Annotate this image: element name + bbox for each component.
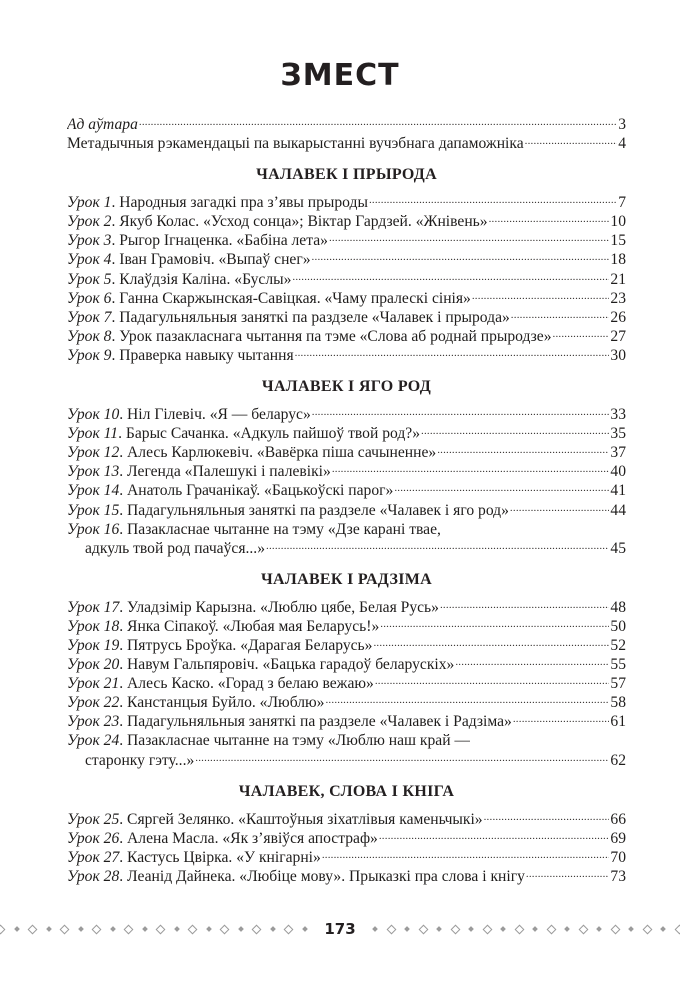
- ornament-dot-icon: [46, 926, 52, 932]
- lesson-number: Урок 11: [67, 425, 119, 443]
- lesson-number: Урок 2: [67, 213, 112, 231]
- ornament-diamond-icon: [578, 924, 588, 934]
- entry-title: . Янка Сіпакоў. «Любая мая Беларусь!»: [119, 617, 380, 635]
- ornament-diamond-icon: [642, 924, 652, 934]
- lesson-number: Урок 28: [67, 867, 120, 885]
- entry-title: . Пазакласнае чытанне на тэму «Дзе карані твае,: [119, 520, 441, 538]
- ornament-diamond-icon: [28, 924, 38, 934]
- page-ref: 10: [610, 213, 626, 231]
- ornament-diamond-icon: [220, 924, 230, 934]
- leader-dots: [471, 726, 625, 745]
- lesson-number: Урок 10: [67, 406, 120, 424]
- page-ref: 48: [610, 598, 626, 616]
- leader-dots: [379, 824, 610, 843]
- page-ref: 33: [610, 406, 626, 424]
- leader-dots: [266, 534, 609, 553]
- ornament-dot-icon: [404, 926, 410, 932]
- lesson-number: Урок 15: [67, 501, 120, 519]
- leader-dots: [489, 207, 610, 226]
- section-heading: ЧАЛАВЕК І РАДЗІМА: [260, 570, 433, 588]
- page-ref: 55: [610, 656, 626, 674]
- page-ref: 73: [610, 867, 626, 885]
- lesson-number: Урок 20: [67, 656, 120, 674]
- lesson-number: Урок 3: [67, 232, 112, 250]
- entry-title: . Рыгор Ігнаценка. «Бабіна лета»: [111, 232, 328, 250]
- ornament-dot-icon: [596, 926, 602, 932]
- ornament-dot-icon: [660, 926, 666, 932]
- page-ref: 57: [610, 675, 626, 693]
- entry-title: . Урок пазакласнага чытання па тэме «Слова аб роднай прыродзе»: [111, 327, 552, 345]
- toc-entry[interactable]: [67, 188, 626, 212]
- page-ref: 30: [610, 346, 626, 364]
- leader-dots: [511, 303, 610, 322]
- lesson-number: Урок 14: [67, 482, 120, 500]
- leader-dots: [195, 746, 609, 765]
- entry-title-continuation: старонку гэту...»: [85, 751, 195, 769]
- ornament-dot-icon: [14, 926, 20, 932]
- leader-dots: [369, 188, 617, 207]
- lesson-number: Урок 27: [67, 848, 120, 866]
- ornament-diamond-icon: [482, 924, 492, 934]
- ornament-diamond-icon: [188, 924, 198, 934]
- lesson-number: Урок 24: [67, 732, 120, 750]
- lesson-number: Урок 5: [67, 270, 112, 288]
- ornament-diamond-icon: [252, 924, 262, 934]
- page-ref: 26: [610, 308, 626, 326]
- ornament-diamond-icon: [60, 924, 70, 934]
- ornament-dot-icon: [142, 926, 148, 932]
- entry-title: . Навум Гальпяровіч. «Бацька гарадоў беларускіх»: [119, 656, 455, 674]
- page-ref: 40: [610, 463, 626, 481]
- entry-title: . Анатоль Грачанікаў. «Бацькоўскі парог»: [119, 482, 394, 500]
- entry-label: Метадычныя рэкамендацыі па выкарыстанні вучэбнага дапаможніка: [67, 135, 524, 153]
- ornament-diamond-icon: [418, 924, 428, 934]
- page-title: ЗМЕСТ: [280, 58, 400, 93]
- ornament-dot-icon: [564, 926, 570, 932]
- ornament-diamond-icon: [124, 924, 134, 934]
- lesson-number: Урок 4: [67, 251, 112, 269]
- lesson-number: Урок 6: [67, 289, 112, 307]
- ornament-dot-icon: [532, 926, 538, 932]
- page-ref: 41: [610, 482, 626, 500]
- leader-dots: [472, 284, 610, 303]
- ornament-diamond-icon: [514, 924, 524, 934]
- lesson-number: Урок 22: [67, 694, 120, 712]
- lesson-number: Урок 12: [67, 444, 120, 462]
- entry-title: . Падагульняльныя заняткі па раздзеле «Чалавек і прырода»: [111, 308, 510, 326]
- ornament-dot-icon: [78, 926, 84, 932]
- leader-dots: [394, 476, 609, 495]
- ornament-dot-icon: [468, 926, 474, 932]
- leader-dots: [525, 129, 618, 148]
- leader-dots: [375, 669, 610, 688]
- lesson-number: Урок 21: [67, 675, 120, 693]
- page-ref: 61: [610, 713, 626, 731]
- section-heading: ЧАЛАВЕК І ЯГО РОД: [261, 378, 432, 396]
- entry-title: . Барыс Сачанка. «Адкуль пайшоў твой род?»: [118, 425, 420, 443]
- lesson-number: Урок 26: [67, 829, 120, 847]
- ornament-diamond-icon: [284, 924, 294, 934]
- ornament-diamond-icon: [546, 924, 556, 934]
- lesson-number: Урок 9: [67, 346, 112, 364]
- leader-dots: [312, 245, 610, 264]
- lesson-number: Урок 8: [67, 327, 112, 345]
- leader-dots: [437, 438, 609, 457]
- page-ref: 21: [610, 270, 626, 288]
- ornament-diamond-icon: [92, 924, 102, 934]
- leader-dots: [325, 688, 609, 707]
- leader-dots: [513, 707, 610, 726]
- entry-title: . Леанід Дайнека. «Любіце мову». Прыказкі пра слова і кнігу: [119, 867, 525, 885]
- page-ref: 35: [610, 425, 626, 443]
- lesson-number: Урок 18: [67, 617, 120, 635]
- leader-dots: [322, 843, 610, 862]
- toc-entry-front-2[interactable]: [67, 129, 626, 153]
- ornament-dot-icon: [500, 926, 506, 932]
- entry-title: . Алесь Каско. «Горад з белаю вежаю»: [119, 675, 374, 693]
- entry-title: . Уладзімір Карызна. «Люблю цябе, Белая Русь»: [119, 598, 439, 616]
- leader-dots: [329, 226, 609, 245]
- page-ref: 4: [618, 135, 626, 153]
- leader-dots: [332, 457, 610, 476]
- table-of-contents: [67, 110, 626, 885]
- ornament-right: [368, 926, 680, 933]
- leader-dots: [139, 110, 617, 129]
- lesson-number: Урок 17: [67, 598, 120, 616]
- leader-dots: [421, 419, 609, 438]
- entry-title: . Пятрусь Броўка. «Дарагая Беларусь»: [119, 636, 373, 654]
- section-heading: ЧАЛАВЕК, СЛОВА І КНІГА: [238, 782, 455, 800]
- lesson-number: Урок 16: [67, 520, 120, 538]
- lesson-number: Урок 13: [67, 463, 120, 481]
- page-number: 173: [324, 920, 356, 938]
- entry-title: . Народныя загадкі пра з’явы прыроды: [111, 194, 368, 212]
- ornament-left: [0, 926, 312, 933]
- page-ref: 69: [610, 829, 626, 847]
- entry-title: . Алена Масла. «Як з’явіўся апостраф»: [119, 829, 378, 847]
- entry-label: Ад аўтара: [67, 116, 138, 133]
- lesson-number: Урок 7: [67, 308, 112, 326]
- ornament-diamond-icon: [674, 924, 680, 934]
- sections-container: [67, 165, 626, 885]
- leader-dots: [373, 631, 609, 650]
- leader-dots: [455, 650, 609, 669]
- page-ref: 7: [618, 194, 626, 212]
- page-ref: 70: [610, 848, 626, 866]
- page-ref: 23: [610, 289, 626, 307]
- entry-title: . Канстанцыя Буйло. «Люблю»: [119, 694, 325, 712]
- entry-title: . Іван Грамовіч. «Выпаў снег»: [111, 251, 311, 269]
- page-ref: 62: [610, 751, 626, 769]
- lesson-number: Урок 1: [67, 194, 112, 212]
- entry-title: . Праверка навыку чытання: [111, 346, 294, 364]
- leader-dots: [440, 593, 609, 612]
- ornament-dot-icon: [174, 926, 180, 932]
- toc-entry[interactable]: [67, 400, 626, 424]
- leader-dots: [292, 265, 609, 284]
- ornament-diamond-icon: [450, 924, 460, 934]
- ornament-dot-icon: [110, 926, 116, 932]
- entry-title: . Кастусь Цвірка. «У кнігарні»: [119, 848, 321, 866]
- entry-title-continuation: адкуль твой род пачаўся...»: [85, 539, 265, 557]
- toc-entry[interactable]: [67, 805, 626, 828]
- entry-title: . Ніл Гілевіч. «Я — беларус»: [119, 406, 311, 424]
- page-footer: [52, 918, 628, 940]
- page-ref: 45: [610, 539, 626, 557]
- entry-title: . Пазакласнае чытанне на тэму «Люблю наш край —: [119, 732, 471, 750]
- page-ref: 66: [610, 810, 626, 828]
- page-ref: 3: [618, 116, 626, 133]
- ornament-diamond-icon: [386, 924, 396, 934]
- toc-entry-front-1[interactable]: [67, 110, 626, 133]
- entry-title: . Падагульняльныя заняткі па раздзеле «Чалавек і Радзіма»: [119, 713, 512, 731]
- leader-dots: [295, 341, 610, 360]
- entry-title: . Клаўдзія Каліна. «Буслы»: [111, 270, 292, 288]
- page-ref: 15: [610, 232, 626, 250]
- ornament-dot-icon: [206, 926, 212, 932]
- toc-entry[interactable]: [67, 593, 626, 616]
- entry-title: . Алесь Карлюкевіч. «Вавёрка піша сачыненне»: [119, 444, 437, 462]
- lesson-number: Урок 19: [67, 636, 120, 654]
- entry-title: . Легенда «Палешукі і палевікі»: [119, 463, 331, 481]
- page-ref: 27: [610, 327, 626, 345]
- entry-title: . Ганна Скаржынская-Савіцкая. «Чаму пралескі сінія»: [111, 289, 471, 307]
- entry-title: . Падагульняльныя заняткі па раздзеле «Чалавек і яго род»: [119, 501, 509, 519]
- leader-dots: [484, 805, 610, 824]
- lesson-number: Урок 23: [67, 713, 120, 731]
- entry-title: . Сяргей Зелянко. «Каштоўныя зіхатлівыя каменьчыкі»: [119, 810, 483, 828]
- page-ref: 52: [610, 636, 626, 654]
- entry-title: . Якуб Колас. «Усход сонца»; Віктар Гардзей. «Жнівень»: [111, 213, 488, 231]
- ornament-dot-icon: [372, 926, 378, 932]
- ornament-dot-icon: [238, 926, 244, 932]
- page-ref: 37: [610, 444, 626, 462]
- page-ref: 18: [610, 251, 626, 269]
- page-ref: 50: [610, 617, 626, 635]
- leader-dots: [312, 400, 610, 419]
- leader-dots: [442, 515, 625, 534]
- leader-dots: [380, 612, 609, 631]
- ornament-dot-icon: [270, 926, 276, 932]
- page-ref: 44: [610, 501, 626, 519]
- leader-dots: [553, 322, 610, 341]
- ornament-dot-icon: [302, 926, 308, 932]
- lesson-number: Урок 25: [67, 810, 120, 828]
- page-ref: 58: [610, 694, 626, 712]
- ornament-diamond-icon: [610, 924, 620, 934]
- ornament-dot-icon: [436, 926, 442, 932]
- section-heading: ЧАЛАВЕК І ПРЫРОДА: [256, 166, 437, 184]
- ornament-dot-icon: [628, 926, 634, 932]
- ornament-diamond-icon: [0, 924, 6, 934]
- leader-dots: [526, 862, 610, 881]
- ornament-diamond-icon: [156, 924, 166, 934]
- leader-dots: [510, 496, 609, 515]
